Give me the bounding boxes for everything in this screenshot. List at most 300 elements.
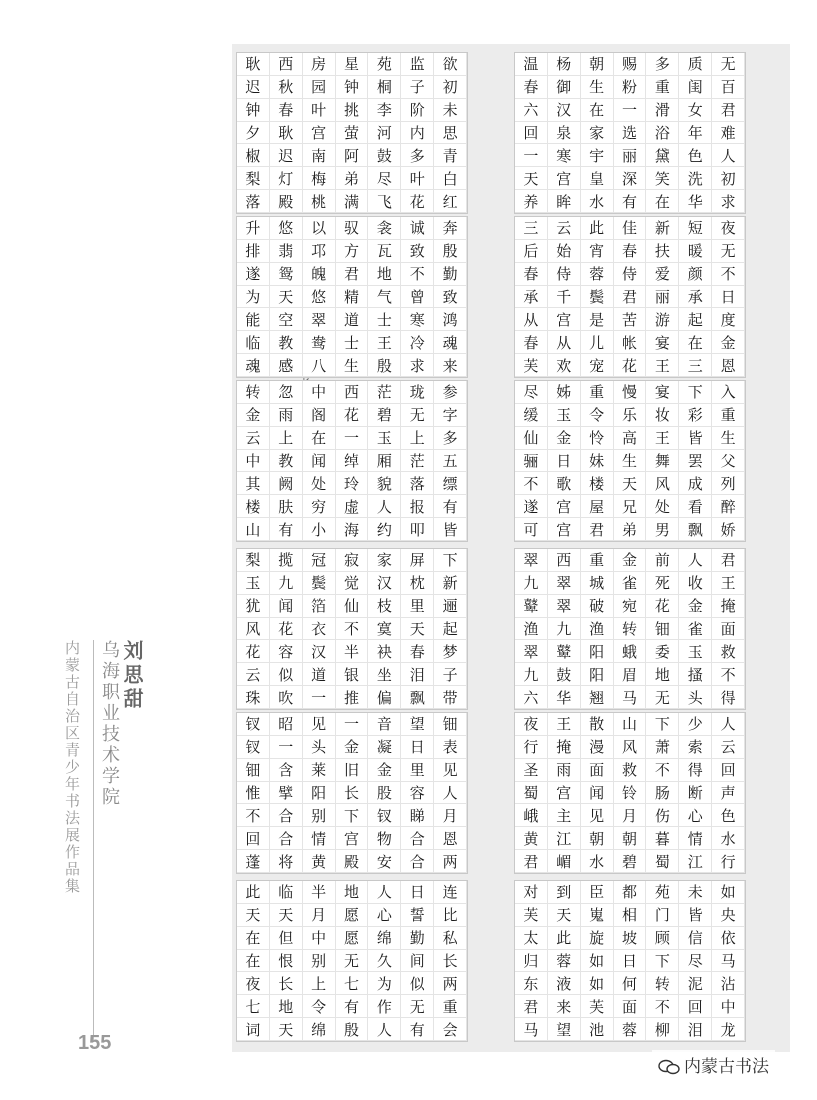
calligraphy-char: 楼 [581,472,614,495]
calligraphy-char: 眉 [614,663,647,686]
calligraphy-char: 飘 [401,686,434,709]
calligraphy-char: 夜 [712,217,745,240]
calligraphy-char: 宫 [548,495,581,518]
calligraphy-char: 白 [434,167,467,190]
calligraphy-char: 钗 [368,804,401,827]
calligraphy-char: 将 [270,850,303,873]
calligraphy-char: 报 [401,495,434,518]
calligraphy-char: 临 [237,331,270,354]
calligraphy-char: 得 [712,686,745,709]
calligraphy-char: 依 [712,927,745,950]
calligraphy-char: 悠 [270,217,303,240]
calligraphy-char: 下 [679,381,712,404]
calligraphy-char: 仙 [515,427,548,450]
calligraphy-char: 马 [515,1018,548,1041]
calligraphy-char: 重 [712,404,745,427]
calligraphy-char: 日 [712,286,745,309]
calligraphy-char: 人 [712,144,745,167]
calligraphy-char: 月 [303,904,336,927]
calligraphy-char: 君 [581,518,614,541]
calligraphy-char: 李 [368,99,401,122]
calligraphy-char: 雨 [548,759,581,782]
calligraphy-char: 苑 [646,881,679,904]
calligraphy-char: 始 [548,240,581,263]
calligraphy-char: 厢 [368,450,401,473]
calligraphy-char: 侍 [614,263,647,286]
calligraphy-char: 阁 [303,404,336,427]
calligraphy-char: 士 [336,331,369,354]
calligraphy-char: 似 [270,663,303,686]
calligraphy-char: 臣 [581,881,614,904]
calligraphy-char: 粉 [614,76,647,99]
calligraphy-char: 江 [548,827,581,850]
calligraphy-char: 重 [434,995,467,1018]
calligraphy-char: 钗 [237,713,270,736]
calligraphy-char: 春 [401,640,434,663]
calligraphy-char: 何 [614,972,647,995]
calligraphy-char: 王 [368,331,401,354]
calligraphy-char: 入 [712,381,745,404]
calligraphy-char: 绵 [368,927,401,950]
calligraphy-char: 但 [270,927,303,950]
calligraphy-char: 寒 [401,308,434,331]
calligraphy-char: 女 [679,99,712,122]
calligraphy-char: 主 [548,804,581,827]
calligraphy-char: 列 [712,472,745,495]
calligraphy-block [236,380,468,542]
calligraphy-char: 天 [548,904,581,927]
calligraphy-char: 人 [434,782,467,805]
calligraphy-char: 在 [237,950,270,973]
calligraphy-char: 渔 [515,618,548,641]
calligraphy-char: 从 [548,331,581,354]
calligraphy-char: 忽 [270,381,303,404]
calligraphy-char: 心 [368,904,401,927]
calligraphy-char: 面 [581,759,614,782]
calligraphy-char: 暮 [646,827,679,850]
calligraphy-char: 欲 [434,53,467,76]
calligraphy-char: 日 [401,736,434,759]
calligraphy-char: 此 [237,881,270,904]
school-name: 乌海职业技术学院 [99,640,120,808]
calligraphy-char: 在 [581,99,614,122]
calligraphy-block [236,880,468,1042]
collection-title: 内蒙古自治区青少年书法展作品集 [63,640,81,895]
calligraphy-char: 回 [237,827,270,850]
calligraphy-char: 初 [712,167,745,190]
calligraphy-char: 人 [712,713,745,736]
calligraphy-char: 楼 [237,495,270,518]
calligraphy-char: 迟 [270,144,303,167]
calligraphy-char: 殿 [336,850,369,873]
calligraphy-char: 宵 [581,240,614,263]
calligraphy-char: 娇 [712,518,745,541]
calligraphy-char: 西 [270,53,303,76]
calligraphy-char: 断 [679,782,712,805]
calligraphy-char: 方 [336,240,369,263]
calligraphy-char: 吹 [270,686,303,709]
calligraphy-char: 见 [434,759,467,782]
calligraphy-char: 士 [368,308,401,331]
calligraphy-char: 泪 [679,1018,712,1041]
calligraphy-char: 旋 [581,927,614,950]
calligraphy-char: 别 [303,950,336,973]
calligraphy-char: 恨 [270,950,303,973]
calligraphy-char: 勤 [401,927,434,950]
calligraphy-char: 蓉 [614,1018,647,1041]
calligraphy-char: 无 [401,995,434,1018]
calligraphy-char: 宫 [336,827,369,850]
calligraphy-char: 色 [712,804,745,827]
calligraphy-char: 监 [401,53,434,76]
calligraphy-char: 雀 [679,618,712,641]
calligraphy-char: 峨 [515,804,548,827]
calligraphy-char: 重 [581,381,614,404]
calligraphy-char: 飘 [679,518,712,541]
calligraphy-char: 带 [434,686,467,709]
calligraphy-char: 箔 [303,595,336,618]
calligraphy-char: 誓 [401,904,434,927]
calligraphy-char: 南 [303,144,336,167]
calligraphy-char: 有 [270,518,303,541]
calligraphy-char: 阳 [581,640,614,663]
calligraphy-char: 飞 [368,190,401,213]
calligraphy-char: 芙 [515,354,548,377]
calligraphy-char: 泥 [679,972,712,995]
calligraphy-char: 缥 [434,472,467,495]
calligraphy-char: 承 [515,286,548,309]
calligraphy-char: 蜀 [515,782,548,805]
calligraphy-char: 梨 [237,167,270,190]
calligraphy-char: 下 [646,713,679,736]
calligraphy-char: 枝 [368,595,401,618]
calligraphy-block [236,216,468,378]
calligraphy-char: 六 [515,686,548,709]
calligraphy-char: 袂 [368,640,401,663]
calligraphy-char: 有 [336,995,369,1018]
calligraphy-char: 不 [237,804,270,827]
calligraphy-char: 雨 [270,404,303,427]
calligraphy-char: 不 [712,663,745,686]
calligraphy-char: 挑 [336,99,369,122]
calligraphy-char: 后 [515,240,548,263]
calligraphy-char: 重 [646,76,679,99]
calligraphy-char: 山 [614,713,647,736]
calligraphy-char: 坡 [614,927,647,950]
calligraphy-char: 门 [646,904,679,927]
calligraphy-char: 朝 [581,827,614,850]
calligraphy-char: 金 [237,404,270,427]
calligraphy-char: 渔 [581,618,614,641]
calligraphy-char: 椒 [237,144,270,167]
calligraphy-char: 在 [303,427,336,450]
calligraphy-char: 罢 [679,450,712,473]
calligraphy-char: 五 [434,450,467,473]
calligraphy-char: 多 [646,53,679,76]
calligraphy-char: 恩 [712,354,745,377]
calligraphy-char: 夜 [515,713,548,736]
calligraphy-char: 汉 [548,99,581,122]
calligraphy-char: 愿 [336,904,369,927]
calligraphy-char: 莱 [303,759,336,782]
calligraphy-char: 死 [646,572,679,595]
calligraphy-char: 嵋 [548,850,581,873]
calligraphy-char: 邛 [303,240,336,263]
calligraphy-char: 难 [712,122,745,145]
calligraphy-block [514,880,746,1042]
calligraphy-char: 御 [548,76,581,99]
calligraphy-char: 迟 [237,76,270,99]
calligraphy-char: 浴 [646,122,679,145]
calligraphy-char: 屏 [401,549,434,572]
calligraphy-char: 王 [712,572,745,595]
calligraphy-char: 姊 [548,381,581,404]
calligraphy-char: 钟 [336,76,369,99]
calligraphy-char: 股 [368,782,401,805]
calligraphy-char: 是 [581,308,614,331]
calligraphy-char: 中 [237,450,270,473]
calligraphy-char: 王 [548,713,581,736]
calligraphy-char: 桐 [368,76,401,99]
calligraphy-char: 阳 [581,663,614,686]
calligraphy-char: 日 [401,881,434,904]
calligraphy-char: 河 [368,122,401,145]
calligraphy-char: 春 [614,240,647,263]
calligraphy-char: 处 [303,472,336,495]
calligraphy-char: 阙 [270,472,303,495]
calligraphy-char: 钟 [237,99,270,122]
calligraphy-char: 西 [336,381,369,404]
calligraphy-char: 屋 [581,495,614,518]
calligraphy-char: 侍 [548,263,581,286]
calligraphy-char: 如 [581,972,614,995]
calligraphy-char: 天 [401,618,434,641]
calligraphy-char: 君 [515,850,548,873]
calligraphy-char: 歌 [548,472,581,495]
calligraphy-char: 恩 [434,827,467,850]
calligraphy-char: 无 [336,950,369,973]
calligraphy-char: 六 [515,99,548,122]
calligraphy-char: 殷 [368,354,401,377]
calligraphy-char: 雀 [614,572,647,595]
calligraphy-char: 思 [434,122,467,145]
calligraphy-char: 苦 [614,308,647,331]
calligraphy-char: 翠 [515,549,548,572]
calligraphy-char: 太 [515,927,548,950]
calligraphy-char: 连 [434,881,467,904]
calligraphy-char: 起 [434,618,467,641]
calligraphy-char: 玉 [368,427,401,450]
calligraphy-char: 情 [303,827,336,850]
calligraphy-char: 尽 [515,381,548,404]
calligraphy-char: 两 [434,972,467,995]
calligraphy-char: 情 [679,827,712,850]
calligraphy-char: 佳 [614,217,647,240]
calligraphy-char: 收 [679,572,712,595]
calligraphy-char: 似 [401,972,434,995]
calligraphy-char: 池 [581,1018,614,1041]
calligraphy-char: 年 [679,122,712,145]
calligraphy-char: 长 [434,950,467,973]
calligraphy-char: 前 [646,549,679,572]
calligraphy-char: 睇 [401,804,434,827]
calligraphy-char: 衾 [368,217,401,240]
calligraphy-char: 西 [548,549,581,572]
calligraphy-char: 半 [303,881,336,904]
calligraphy-char: 地 [336,881,369,904]
calligraphy-char: 头 [303,736,336,759]
calligraphy-char: 王 [646,354,679,377]
calligraphy-char: 两 [434,850,467,873]
calligraphy-char: 殷 [336,1018,369,1041]
calligraphy-char: 上 [303,972,336,995]
calligraphy-char: 得 [679,759,712,782]
calligraphy-char: 星 [336,53,369,76]
calligraphy-char: 儿 [581,331,614,354]
calligraphy-char: 中 [303,381,336,404]
calligraphy-char: 青 [434,144,467,167]
calligraphy-char: 来 [548,995,581,1018]
calligraphy-char: 长 [270,972,303,995]
calligraphy-char: 魂 [237,354,270,377]
calligraphy-char: 鸳 [270,263,303,286]
calligraphy-char: 叶 [303,99,336,122]
calligraphy-char: 升 [237,217,270,240]
calligraphy-char: 春 [270,99,303,122]
calligraphy-char: 翠 [515,640,548,663]
calligraphy-char: 多 [434,427,467,450]
calligraphy-char: 中 [712,995,745,1018]
calligraphy-char: 滑 [646,99,679,122]
calligraphy-char: 散 [581,713,614,736]
calligraphy-char: 满 [336,190,369,213]
calligraphy-char: 闻 [581,782,614,805]
calligraphy-char: 驭 [336,217,369,240]
calligraphy-char: 丽 [646,286,679,309]
calligraphy-char: 有 [614,190,647,213]
calligraphy-char: 感 [270,354,303,377]
calligraphy-char: 救 [614,759,647,782]
calligraphy-char: 到 [548,881,581,904]
calligraphy-char: 求 [712,190,745,213]
calligraphy-char: 绵 [303,1018,336,1041]
calligraphy-char: 宴 [646,331,679,354]
calligraphy-char: 春 [515,331,548,354]
calligraphy-char: 有 [401,1018,434,1041]
calligraphy-char: 圣 [515,759,548,782]
calligraphy-char: 有 [434,495,467,518]
calligraphy-char: 在 [646,190,679,213]
calligraphy-char: 八 [303,354,336,377]
calligraphy-char: 尽 [679,950,712,973]
calligraphy-char: 私 [434,927,467,950]
calligraphy-char: 朝 [614,827,647,850]
calligraphy-char: 桃 [303,190,336,213]
calligraphy-char: 高 [614,427,647,450]
calligraphy-char: 江 [679,850,712,873]
calligraphy-char: 新 [434,572,467,595]
calligraphy-char: 朝 [581,53,614,76]
calligraphy-char: 空 [270,308,303,331]
calligraphy-char: 爱 [646,263,679,286]
calligraphy-char: 安 [368,850,401,873]
calligraphy-char: 信 [679,927,712,950]
calligraphy-char: 温 [515,53,548,76]
calligraphy-char: 衣 [303,618,336,641]
calligraphy-char: 萧 [646,736,679,759]
calligraphy-char: 花 [401,190,434,213]
calligraphy-char: 奔 [434,217,467,240]
calligraphy-char: 宫 [548,518,581,541]
calligraphy-char: 曾 [401,286,434,309]
calligraphy-char: 长 [336,782,369,805]
calligraphy-char: 茫 [401,450,434,473]
calligraphy-char: 芙 [581,995,614,1018]
calligraphy-char: 蓬 [237,850,270,873]
calligraphy-char: 可 [515,518,548,541]
calligraphy-char: 三 [515,217,548,240]
calligraphy-char: 玲 [336,472,369,495]
calligraphy-char: 其 [237,472,270,495]
calligraphy-char: 度 [712,308,745,331]
calligraphy-char: 不 [401,263,434,286]
calligraphy-char: 鼓 [548,663,581,686]
calligraphy-char: 推 [336,686,369,709]
calligraphy-char: 尽 [368,167,401,190]
calligraphy-char: 天 [270,1018,303,1041]
calligraphy-char: 短 [679,217,712,240]
calligraphy-char: 君 [712,549,745,572]
divider-line [93,640,94,1040]
calligraphy-char: 梦 [434,640,467,663]
calligraphy-char: 回 [515,122,548,145]
calligraphy-char: 芙 [515,904,548,927]
calligraphy-char: 杨 [548,53,581,76]
calligraphy-char: 云 [237,427,270,450]
calligraphy-char: 中 [303,927,336,950]
calligraphy-char: 行 [712,850,745,873]
calligraphy-char: 蛾 [614,640,647,663]
calligraphy-char: 一 [270,736,303,759]
calligraphy-char: 慢 [614,381,647,404]
calligraphy-char: 翠 [303,308,336,331]
calligraphy-char: 蓉 [581,263,614,286]
calligraphy-char: 地 [270,995,303,1018]
calligraphy-char: 金 [614,549,647,572]
calligraphy-char: 子 [434,663,467,686]
calligraphy-char: 闻 [270,595,303,618]
calligraphy-char: 此 [581,217,614,240]
calligraphy-char: 水 [581,850,614,873]
calligraphy-char: 都 [614,881,647,904]
calligraphy-char: 揽 [270,549,303,572]
calligraphy-char: 不 [646,995,679,1018]
calligraphy-char: 破 [581,595,614,618]
calligraphy-char: 少 [679,713,712,736]
calligraphy-char: 容 [401,782,434,805]
calligraphy-char: 君 [712,99,745,122]
calligraphy-char: 央 [712,904,745,927]
calligraphy-char: 云 [548,217,581,240]
calligraphy-char: 一 [614,99,647,122]
calligraphy-char: 不 [336,618,369,641]
calligraphy-char: 赐 [614,53,647,76]
calligraphy-char: 见 [581,804,614,827]
calligraphy-char: 愿 [336,927,369,950]
calligraphy-char: 地 [368,263,401,286]
calligraphy-char: 父 [712,450,745,473]
calligraphy-char: 云 [712,736,745,759]
